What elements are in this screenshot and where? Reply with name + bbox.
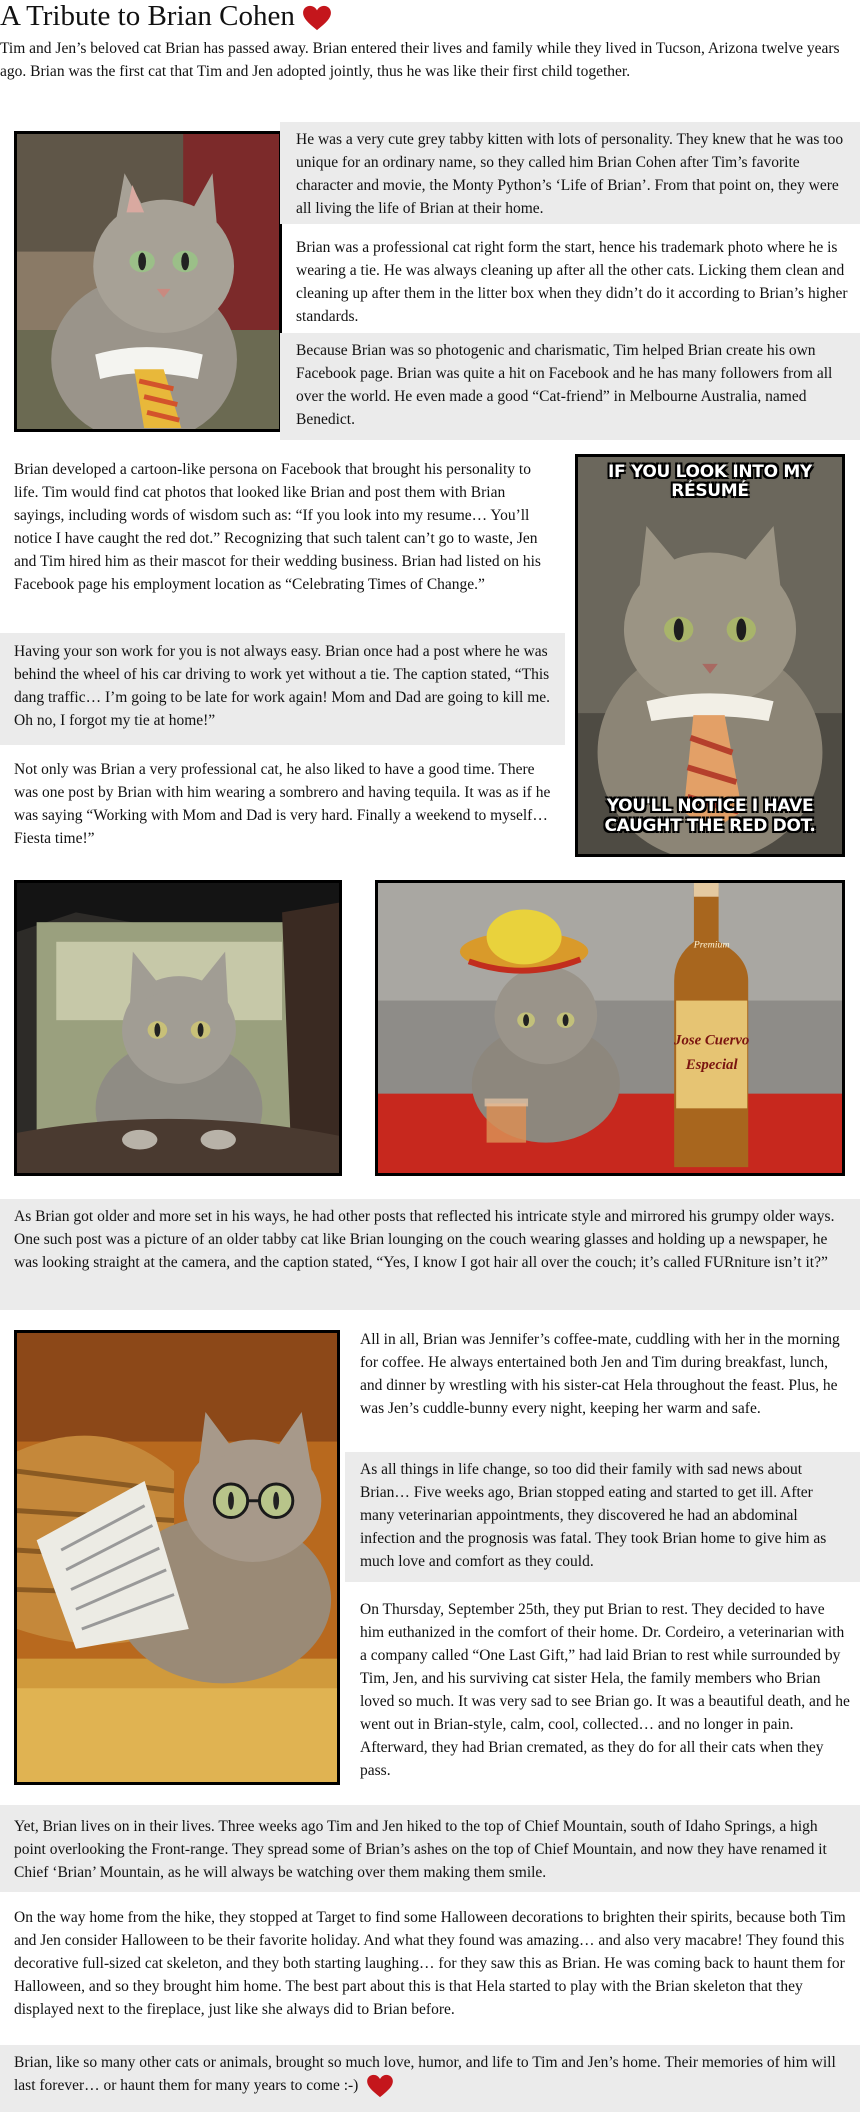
- cat-in-car-photo: [14, 880, 342, 1176]
- meme-bottom-caption-2: CAUGHT THE RED DOT.: [604, 816, 816, 836]
- meme-bottom-caption-1: YOU'LL NOTICE I HAVE: [606, 796, 814, 816]
- section1-paragraph-1: He was a very cute grey tabby kitten with lots of personality. They knew that he was too unique for an ordinary name, so they called him Brian Cohen after Tim’s favorite character and movie, the Monty Python’s ‘Life of Brian’. From that point on, they were all living the life of Brian at their home.: [280, 122, 860, 224]
- section4-paragraph-3: On Thursday, September 25th, they put Brian to rest. They decided to have him euthanized in the comfort of their home. Dr. Cordeiro, a veterinarian with a company called “One Last Gift,” had laid Brian to rest while surrounded by Tim, Jen, and his surviving cat sister Hela, the family members who Brian loved so much. It was very sad to see Brian go. It was a beautiful death, and he went out in Brian-style, calm, cool, collected… and no longer in pain. Afterward, they had Brian cremated, as they do for all their cats when they pass.: [360, 1601, 850, 1779]
- intro-paragraph: Tim and Jen’s beloved cat Brian has passed away. Brian entered their lives and family while they lived in Tucson, Arizona twelve years ago. Brian was the first cat that Tim and Jen adopted jointly, thus he was like their first child together.: [0, 40, 840, 80]
- resume-meme-photo: [575, 454, 845, 857]
- page-title-text: A Tribute to Brian Cohen: [0, 0, 295, 32]
- cat-with-tie-photo: [14, 131, 282, 432]
- closing-text: Brian, like so many other cats or animals, brought so much love, humor, and life to Tim and Jen’s home. Their memories of him will last forever… or haunt them for many years to come :-): [14, 2054, 836, 2094]
- bottle-label-sub: Especial: [685, 1057, 738, 1074]
- section3-paragraph: As Brian got older and more set in his ways, he had other posts that reflected his intricate style and mirrored his grumpy older ways. One such post was a picture of an older tabby cat like Brian lounging on the couch wearing glasses and holding up a newspaper, he was looking straight at the camera, and the caption stated, “Yes, I know I got hair all over the couch; it’s called FURniture isn’t it?”: [0, 1199, 860, 1310]
- section2-paragraph-2: Having your son work for you is not always easy. Brian once had a post where he was behind the wheel of his car driving to work yet without a tie. The caption stated, “This dang traffic… I’m going to be late for work again! Mom and Dad are going to kill me. Oh no, I forgot my tie at home!”: [0, 633, 565, 745]
- closing-heart-icon: [366, 2074, 394, 2098]
- heart-icon: [302, 5, 332, 31]
- cat-with-glasses-newspaper-photo: [14, 1330, 340, 1785]
- section4-paragraph-2: As all things in life change, so too did their family with sad news about Brian… Five weeks ago, Brian stopped eating and started to get ill. After many veterinarian appointments, they discovered he had an abdominal infection and the prognosis was fatal. They took Brian home to give him as much love and comfort as they could.: [345, 1452, 860, 1582]
- meme-top-caption: IF YOU LOOK INTO MY RÉSUMÉ: [607, 462, 812, 501]
- section4-paragraph-1: All in all, Brian was Jennifer’s coffee-mate, cuddling with her in the morning for coffee. He always entertained both Jen and Tim during breakfast, lunch, and dinner by wrestling with his sister-cat Hela throughout the feast. Plus, he was Jen’s cuddle-bunny every night, keeping her warm and safe.: [360, 1331, 840, 1417]
- bottle-label-top: Premium: [693, 939, 730, 951]
- section5-paragraph-1: Yet, Brian lives on in their lives. Three weeks ago Tim and Jen hiked to the top of Chief Mountain, south of Idaho Springs, a high point overlooking the Front-range. They spread some of Brian’s ashes on the top of Chief Mountain, and now they have renamed it Chief ‘Brian’ Mountain, as he will always be watching over them making them smile.: [0, 1805, 860, 1892]
- section1-paragraph-2: Brian was a professional cat right form the start, hence his trademark photo where he is wearing a tie. He was always cleaning up after all the other cats. Licking them clean and cleaning up after them in the litter box when they didn’t do it according to Brian’s higher standards.: [296, 239, 848, 325]
- section2-paragraph-1: Brian developed a cartoon-like persona on Facebook that brought his personality to life. Tim would find cat photos that looked like Brian and post them with Brian sayings, including words of wisdom such as: “If you look into my resume… You’ll notice I have caught the red dot.” Recognizing that such talent can’t go to waste, Jen and Tim hired him as their mascot for their wedding business. Brian had listed on his Facebook page his employment location as “Celebrating Times of Change.”: [14, 461, 541, 593]
- section5-paragraph-2: On the way home from the hike, they stopped at Target to find some Halloween decorations to brighten their spirits, because both Tim and Jen consider Halloween to be their favorite holiday. And what they found was amazing… and also very macabre! They found this decorative full-sized cat skeleton, and they both starting laughing… for they saw this as Brian. He was coming back to haunt them for Halloween, and so they brought him home. The best part about this is that Hela started to play with the Brian skeleton that they displayed next to the fireplace, just like she always did to Brian before.: [14, 1909, 846, 2018]
- bottle-label-brand: Jose Cuervo: [674, 1032, 750, 1049]
- page-title: [0, 0, 332, 32]
- section2-paragraph-3: Not only was Brian a very professional cat, he also liked to have a good time. There was one post by Brian with him wearing a sombrero and having tequila. It was as if he was saying “Working with Mom and Dad is very hard. Finally a weekend to myself… Fiesta time!”: [14, 761, 551, 847]
- section5-paragraph-3: [0, 2045, 860, 2112]
- section1-paragraph-3: Because Brian was so photogenic and charismatic, Tim helped Brian create his own Facebook page. Brian was quite a hit on Facebook and he has many followers from all over the world. He even made a good “Cat-friend” in Melbourne Australia, named Benedict.: [280, 333, 860, 440]
- cat-sombrero-tequila-photo: [375, 880, 845, 1176]
